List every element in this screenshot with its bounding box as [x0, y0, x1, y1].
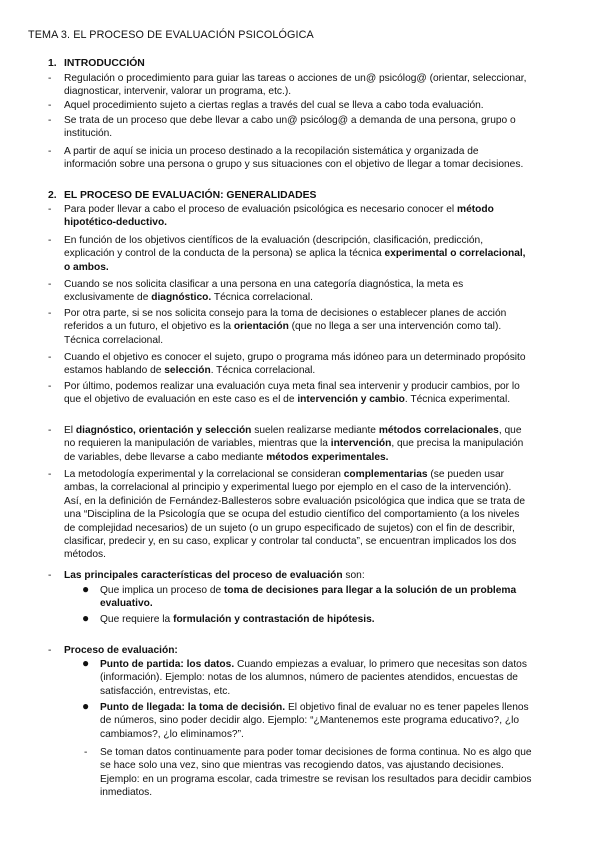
text-run: referidos a un futuro, el objetivo es la: [64, 321, 234, 333]
text-line: En función de los objetivos científicos de la evaluación (descripción, clasificación, predicción,: [64, 235, 484, 246]
text-run: Que requiere la: [100, 614, 174, 625]
text-line: Técnica correlacional.: [64, 334, 164, 346]
section-title: EL PROCESO DE EVALUACIÓN: GENERALIDADES: [64, 190, 317, 201]
text-line: Así, en la definición de Fernández-Ballesteros sobre evaluación psicológica que indica que se trata de: [64, 495, 525, 507]
bold-term: intervención: [330, 438, 392, 450]
text-line: satisfacción, entrevistas, etc.: [100, 685, 231, 697]
dash-marker: -: [48, 308, 52, 319]
dash-marker: -: [48, 381, 52, 392]
text-run: El objetivo final de evaluar no es tener papeles llenos: [285, 702, 529, 713]
text-run: Técnica correlacional.: [211, 292, 313, 304]
dash-marker: -: [48, 570, 52, 581]
bold-term: método: [457, 204, 494, 215]
text-line: Cuando se nos solicita clasificar a una persona en una categoría diagnóstica, la meta es: [64, 279, 464, 290]
dash-marker: -: [48, 279, 52, 290]
text-line: cambiamos?, ¿lo eliminamos?”.: [100, 728, 244, 740]
dash-marker: -: [48, 100, 52, 111]
text-run: de variables, debe llevarse a cabo mediante: [64, 451, 267, 463]
text-line: una “Disciplina de la Psicología que se ocupa del estudio científico del comportamiento (a los niveles: [64, 509, 520, 521]
text-line: clasificar, predecir y, en su caso, explicar y controlar tal conducta”, se encuentran implicados los dos: [64, 536, 517, 548]
bold-term: Proceso de evaluación:: [64, 645, 178, 656]
text-run: Cuando empiezas a evaluar, lo primero que necesitas son datos: [234, 659, 527, 670]
text-run: no requieren la manipulación de variables, mientras que la: [64, 438, 331, 450]
bullet-marker: ●: [82, 611, 90, 625]
bold-term: complementarias: [343, 469, 428, 480]
text-line: se hace solo una vez, sino que mientras vas recogiendo datos, vas ajustando decisiones.: [100, 760, 504, 772]
text-run: , que precisa la manipulación: [391, 438, 524, 450]
text-run: (que no llega a ser una intervención como tal).: [288, 321, 502, 333]
bold-term: evaluativo.: [100, 598, 153, 610]
text-line: Cuando el objetivo es conocer el sujeto, grupo o programa más idóneo para un determinado propósito: [64, 352, 526, 363]
text-run: , que: [498, 425, 522, 436]
bold-term: intervención y cambio: [297, 394, 405, 406]
dash-marker: -: [48, 73, 52, 84]
document-title: TEMA 3. EL PROCESO DE EVALUACIÓN PSICOLÓGICA: [28, 29, 314, 41]
text-line: inmediatos.: [100, 787, 153, 799]
section-number: 1.: [48, 58, 57, 69]
text-line: Regulación o procedimiento para guiar las tareas o acciones de un@ psicólog@ (orientar, seleccionar,: [64, 73, 527, 84]
dash-marker: -: [48, 235, 52, 246]
text-line: ambas, la correlacional al principio y experimental luego por ejemplo en el caso de la intervención).: [64, 482, 512, 494]
dash-marker: -: [48, 204, 52, 215]
bold-term: o ambos.: [64, 261, 109, 273]
text-line: (información). Ejemplo: notas de los alumnos, número de pacientes atendidos, encuestas de: [100, 672, 518, 684]
text-line: A partir de aquí se inicia un proceso destinado a la recopilación sistemática y organizada de: [64, 146, 479, 157]
text-run: (se pueden usar: [427, 469, 505, 480]
bullet-marker: ●: [82, 582, 90, 596]
dash-marker: -: [48, 146, 52, 157]
text-line: institución.: [64, 128, 113, 140]
text-run: explicación y control de la conducta de la persona) se aplica la técnica: [64, 248, 385, 260]
dash-marker: -: [84, 747, 88, 758]
text-line: Por otra parte, si se nos solicita consejo para la toma de decisiones o establecer planes de acción: [64, 308, 507, 319]
bold-term: formulación y contrastación de hipótesis.: [173, 614, 375, 625]
bullet-marker: ●: [82, 656, 90, 670]
section-2-heading: [48, 189, 316, 202]
text-run: estamos hablando de: [64, 365, 165, 377]
text-line: Se toman datos continuamente para poder tomar decisiones de forma continua. No es algo que: [100, 747, 532, 758]
text-run: Para poder llevar a cabo el proceso de evaluación psicológica es necesario conocer el: [64, 204, 458, 215]
bold-term: selección: [164, 365, 211, 377]
bold-term: hipotético-deductivo.: [64, 217, 168, 229]
bold-term: Punto de partida: los datos.: [100, 659, 235, 670]
bullet-marker: ●: [82, 699, 90, 713]
bold-term: Las principales características del proceso de evaluación: [64, 570, 343, 581]
text-run: que el objetivo de evaluación en este caso es el de: [64, 394, 298, 406]
text-run: son:: [342, 570, 365, 581]
text-run: . Técnica correlacional.: [210, 365, 316, 377]
text-run: . Técnica experimental.: [404, 394, 511, 406]
dash-marker: -: [48, 352, 52, 363]
bold-term: toma de decisiones para llegar a la solución de un problema: [224, 585, 517, 596]
text-run: El: [64, 425, 76, 436]
bold-term: diagnóstico, orientación y selección: [75, 425, 252, 436]
bold-term: métodos experimentales.: [266, 451, 389, 463]
bold-term: Punto de llegada: la toma de decisión.: [100, 702, 286, 713]
text-line: Por último, podemos realizar una evaluación cuya meta final sea intervenir y producir cambios, por lo: [64, 381, 520, 392]
bold-term: diagnóstico.: [151, 292, 212, 304]
text-run: suelen realizarse mediante: [251, 425, 379, 436]
bold-term: métodos correlacionales: [378, 425, 499, 436]
text-line: Se trata de un proceso que debe llevar a cabo un@ psicólog@ a demanda de una persona, grupo o: [64, 115, 516, 126]
dash-marker: -: [48, 645, 52, 656]
dash-marker: -: [48, 425, 52, 436]
text-line: métodos.: [64, 549, 106, 561]
section-title: INTRODUCCIÓN: [64, 58, 145, 69]
text-line: Ejemplo: en un programa escolar, cada trimestre se revisan los resultados para decidir cambios: [100, 773, 532, 785]
bold-term: experimental o correlacional,: [384, 248, 526, 260]
text-run: La metodología experimental y la correlacional se consideran: [64, 469, 344, 480]
text-run: Que implica un proceso de: [100, 585, 225, 596]
text-line: Aquel procedimiento sujeto a ciertas reglas a través del cual se lleva a cabo toda evaluación.: [64, 100, 484, 111]
dash-marker: -: [48, 469, 52, 480]
text-run: exclusivamente de: [64, 292, 152, 304]
text-line: información sobre una persona o grupo y sus situaciones con el objetivo de llegar a tomar decisiones.: [64, 159, 524, 171]
text-line: de números, sino poder decidir algo. Ejemplo: “¿Mantenemos este programa educativo?, ¿lo: [100, 715, 520, 727]
section-number: 2.: [48, 190, 57, 201]
section-1-heading: [48, 57, 145, 70]
dash-marker: -: [48, 115, 52, 126]
bold-term: orientación: [233, 321, 289, 333]
text-line: diagnosticar, intervenir, valorar un programa, etc.).: [64, 86, 292, 98]
text-line: de complejidad necesarios) de un sujeto (o un grupo especificado de sujetos) con el fin de describir,: [64, 522, 515, 534]
